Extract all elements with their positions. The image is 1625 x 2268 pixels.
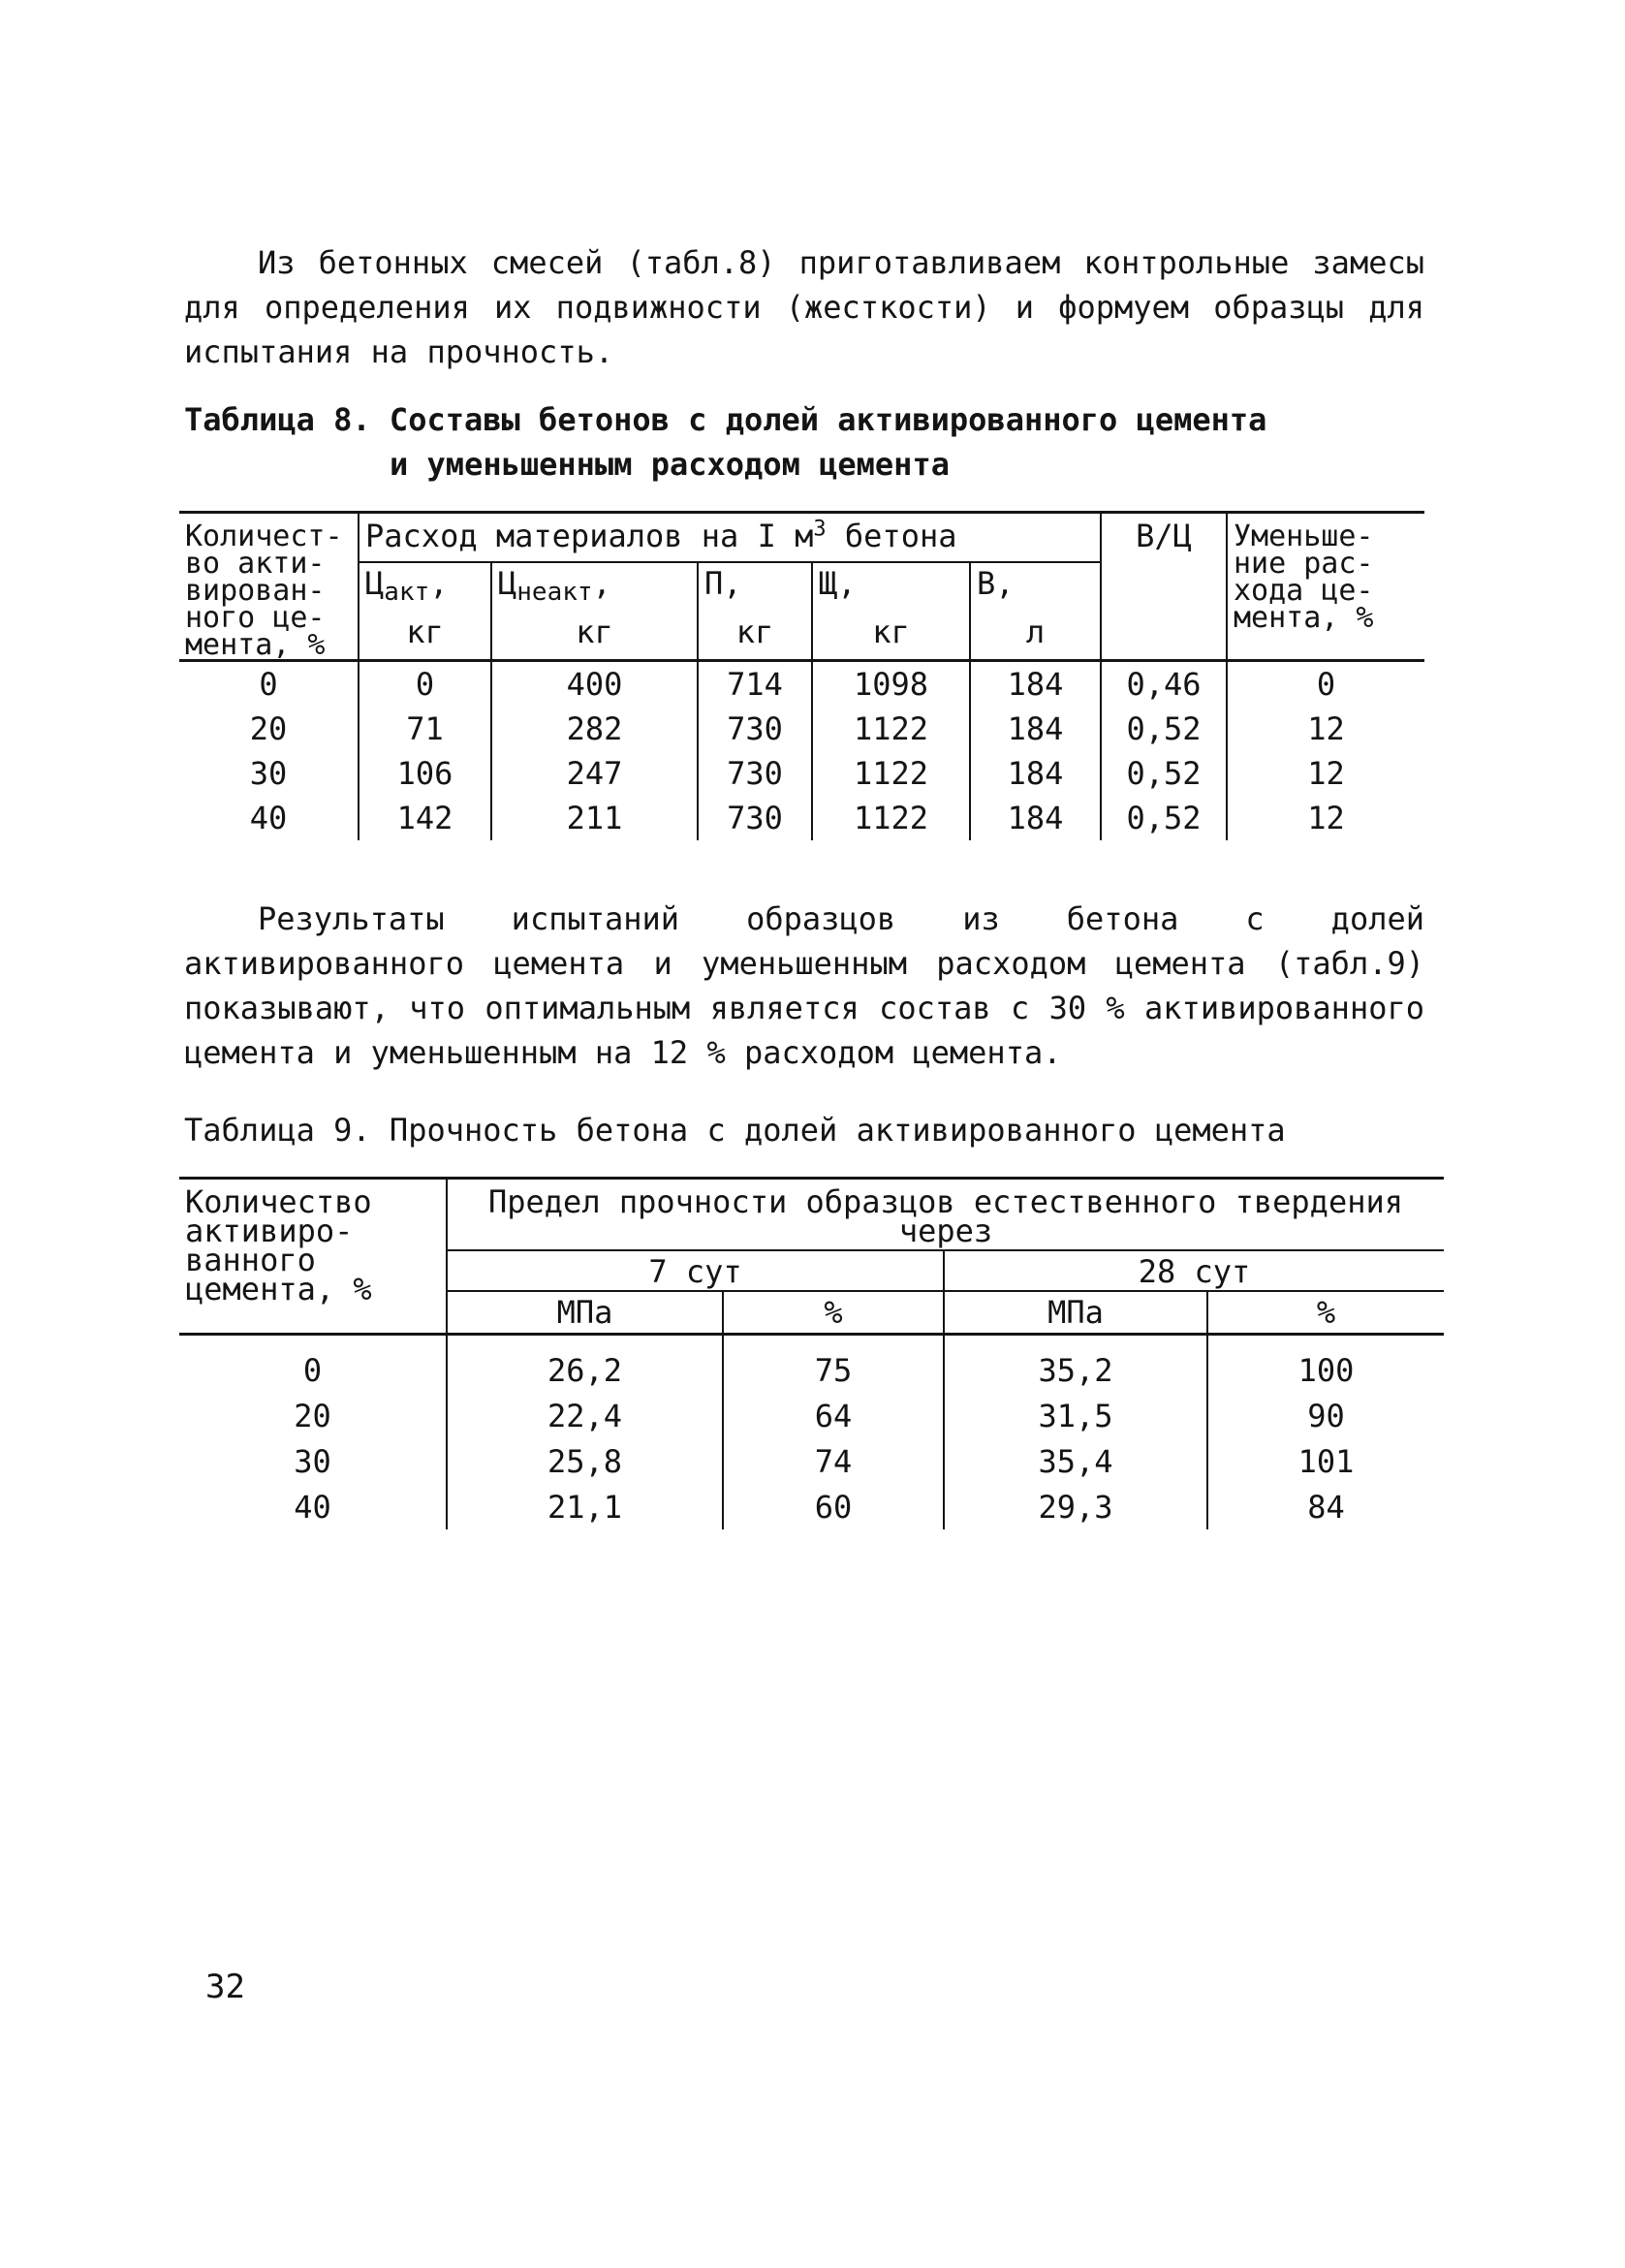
table9-cell: 25,8: [447, 1438, 723, 1484]
table8-cell: 0,52: [1101, 796, 1227, 840]
table8-cell: 12: [1307, 755, 1345, 792]
table8-cell: 0,46: [1101, 661, 1227, 708]
table8-cell: 1122: [812, 796, 970, 840]
table8-cell: 184: [970, 707, 1101, 751]
table8-caption-line1: Таблица 8. Составы бетонов с долей активированного цемента: [184, 401, 1267, 438]
table8-cell: 20: [179, 707, 359, 751]
table9-cell: 31,5: [944, 1393, 1207, 1438]
table8-cell: 12: [1307, 710, 1345, 747]
table9-cell: 75: [723, 1335, 944, 1394]
table8-cell: 1122: [812, 707, 970, 751]
results-paragraph: Результаты испытаний образцов из бетона с долей активированного цемента и уменьшенным расходом цемента (табл.9) показывают, что оптимальным является состав с 30 % активированного цемента и уменьшенным на 12 % расходом цемента.: [184, 900, 1424, 1071]
table8-cell: 40: [179, 796, 359, 840]
table8-cell: 730: [698, 751, 812, 796]
page-number: 32: [205, 1968, 245, 2006]
table8-cell: 184: [970, 661, 1101, 708]
table8-sub-v: В,: [970, 562, 1101, 617]
table9-header-group: Предел прочности образцов естественного твердения через: [447, 1179, 1444, 1251]
table9-cell: 29,3: [944, 1484, 1207, 1529]
table-row: [179, 1438, 1444, 1484]
table8-cell: 106: [359, 751, 491, 796]
table9-cell: 40: [179, 1484, 447, 1529]
table8: [179, 511, 1424, 840]
table8-unit-kg-2: кг: [491, 617, 698, 660]
table9-cell: 20: [179, 1393, 447, 1438]
table-row: [179, 751, 1424, 796]
table9-cell: 90: [1307, 1397, 1345, 1434]
table8-cell: 184: [970, 751, 1101, 796]
table8-cell: 0: [1316, 666, 1336, 703]
table8-header-group: Расход материалов на I $м^3$ бетона: [359, 513, 1101, 563]
table8-cell: 247: [491, 751, 698, 796]
table9-period-28: 28 сут: [944, 1250, 1444, 1291]
table8-cell: 0: [359, 661, 491, 708]
table8-cell: 730: [698, 796, 812, 840]
table9: [179, 1177, 1444, 1529]
table8-unit-kg-4: кг: [812, 617, 970, 660]
table9-cell: 22,4: [447, 1393, 723, 1438]
table9-cell: 100: [1297, 1351, 1355, 1389]
table8-cell: 12: [1307, 800, 1345, 836]
table9-cell: 21,1: [447, 1484, 723, 1529]
table8-cell: 282: [491, 707, 698, 751]
table9-header-amount: Количество активиро-ванного цемента, %: [179, 1179, 447, 1335]
table8-cell: 71: [359, 707, 491, 751]
table9-cell: 35,2: [944, 1335, 1207, 1394]
table-row: [179, 661, 1424, 708]
table-row: [179, 796, 1424, 840]
table9-cell: 64: [723, 1393, 944, 1438]
table8-sub-p: П,: [698, 562, 812, 617]
table9-cell: 26,2: [447, 1335, 723, 1394]
table8-sub-c-act: $Ц_{акт}$,: [359, 562, 491, 617]
table8-header-amount: Количест-во акти-вирован-ного це-мента, %: [179, 513, 359, 661]
table9-cell: 101: [1297, 1442, 1355, 1480]
table8-caption-line2: и уменьшенным расходом цемента: [390, 446, 950, 483]
table8-cell: 30: [179, 751, 359, 796]
table9-unit-pct-28: %: [1207, 1291, 1444, 1335]
intro-paragraph: Из бетонных смесей (табл.8) приготавливаем контрольные замесы для определения их подвижности (жесткости) и формуем образцы для испытания на прочность.: [184, 244, 1424, 370]
table8-cell: 0: [179, 661, 359, 708]
table9-caption: Таблица 9. Прочность бетона с долей активированного цемента: [184, 1112, 1286, 1149]
table9-cell: 0: [179, 1335, 447, 1394]
table-row: [179, 707, 1424, 751]
table8-cell: 142: [359, 796, 491, 840]
table9-cell: 84: [1307, 1488, 1345, 1526]
table9-period-7: 7 сут: [447, 1250, 944, 1291]
table8-header-reduction: Уменьше-ние рас-хода це-мента, %: [1227, 513, 1424, 661]
table8-cell: 0,52: [1101, 751, 1227, 796]
table8-cell: 1098: [812, 661, 970, 708]
table-row: [179, 1484, 1444, 1529]
table8-unit-kg-3: кг: [698, 617, 812, 660]
table8-sub-sh: Щ,: [812, 562, 970, 617]
table8-unit-l: л: [970, 617, 1101, 660]
table8-sub-c-inact: $Ц_{неакт}$,: [491, 562, 698, 617]
table8-cell: 400: [491, 661, 698, 708]
table9-cell: 30: [179, 1438, 447, 1484]
table8-cell: 730: [698, 707, 812, 751]
table9-cell: 74: [723, 1438, 944, 1484]
table8-cell: 184: [970, 796, 1101, 840]
table9-cell: 35,4: [944, 1438, 1207, 1484]
table-row: [179, 1335, 1444, 1394]
table-row: [179, 1393, 1444, 1438]
table8-header-wc: В/Ц: [1101, 513, 1227, 661]
table9-unit-pct-7: %: [723, 1291, 944, 1335]
table8-cell: 1122: [812, 751, 970, 796]
table8-cell: 0,52: [1101, 707, 1227, 751]
table8-cell: 714: [698, 661, 812, 708]
table9-unit-mpa-7: МПа: [447, 1291, 723, 1335]
table9-unit-mpa-28: МПа: [944, 1291, 1207, 1335]
table8-cell: 211: [491, 796, 698, 840]
table9-cell: 60: [723, 1484, 944, 1529]
table8-unit-kg-1: кг: [359, 617, 491, 660]
